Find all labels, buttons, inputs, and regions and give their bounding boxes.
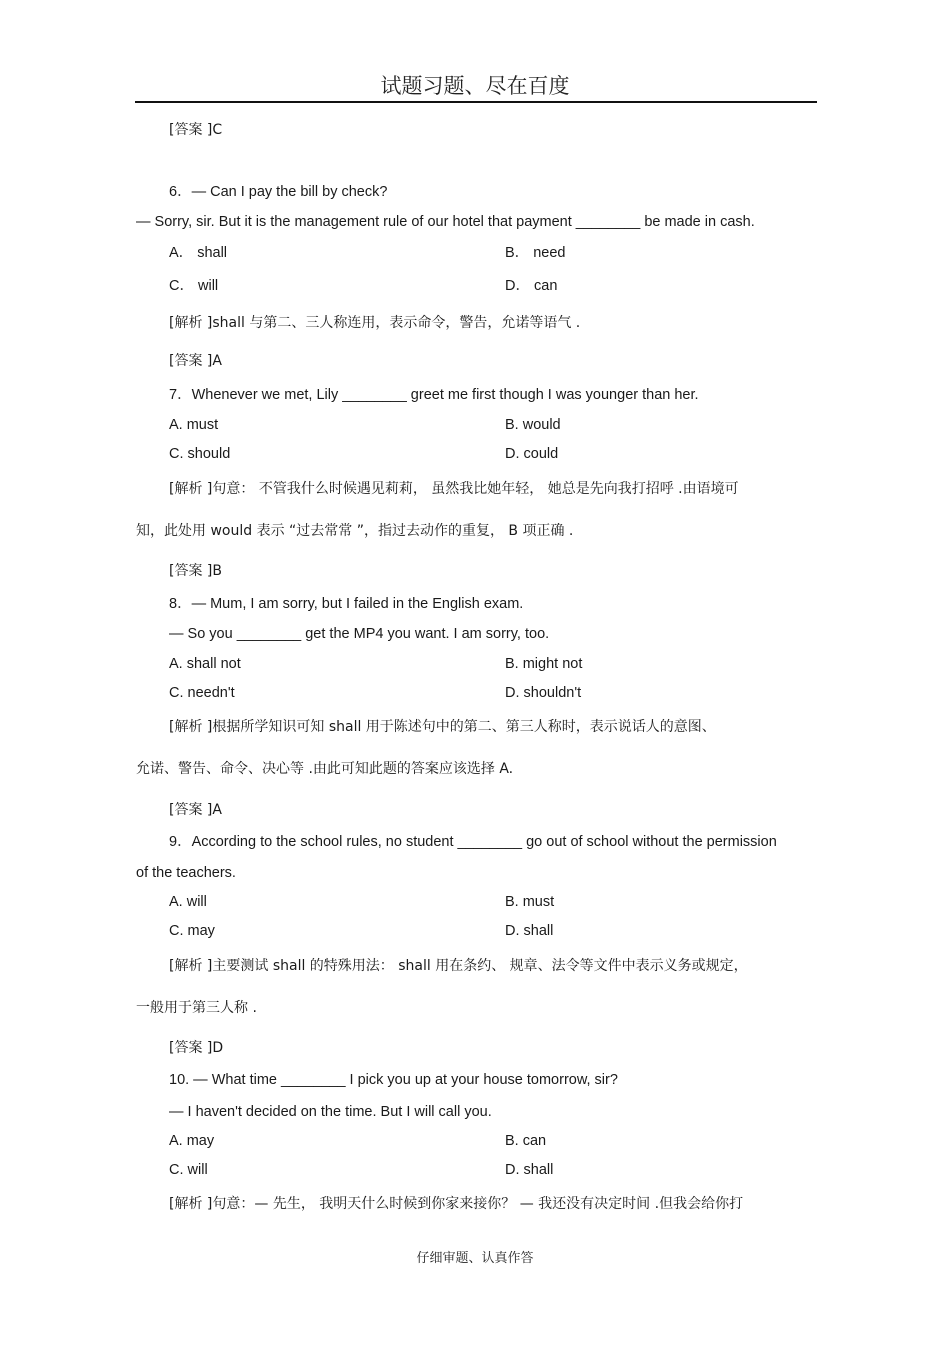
question-7-stem: 7．Whenever we met, Lily ________ greet me first though I was younger than her. — [169, 387, 699, 403]
page-header-title: 试题习题、尽在百度 — [380, 74, 570, 98]
option-c: C. will — [169, 1162, 208, 1178]
option-d: D. could — [505, 446, 559, 462]
question-9-stem: 9．According to the school rules, no student ________ go out of school without the permission — [169, 834, 777, 850]
explanation-line: [解析 ]主要测试 shall 的特殊用法： shall 用在条约、 规章、法令等文件中表示义务或规定， — [169, 958, 748, 974]
option-c: C. needn't — [169, 685, 235, 701]
question-8-stem: 8．— Mum, I am sorry, but I failed in the English exam. — [169, 596, 524, 612]
option-b: B． need — [505, 245, 566, 261]
header-rule — [135, 101, 817, 103]
question-6-stem: 6．— Can I pay the bill by check? — [169, 184, 388, 200]
explanation-line: 一般用于第三人称 . — [136, 1000, 257, 1016]
explanation-line: [解析 ]句意： 不管我什么时候遇见莉莉， 虽然我比她年轻， 她总是先向我打招呼 .由语境可 — [169, 481, 739, 497]
answer-line: [答案 ]A — [169, 353, 222, 369]
question-6-reply: — Sorry, sir. But it is the management rule of our hotel that payment ________ be made in cash. — [136, 214, 755, 230]
option-c: C. may — [169, 923, 215, 939]
question-10-stem: 10. — What time ________ I pick you up at your house tomorrow, sir? — [169, 1072, 618, 1088]
question-9-stem-cont: of the teachers. — [136, 865, 236, 881]
option-d: D． can — [505, 278, 558, 294]
option-b: B. would — [505, 417, 561, 433]
question-8-reply: — So you ________ get the MP4 you want. I am sorry, too. — [169, 626, 550, 642]
option-a: A. must — [169, 417, 219, 433]
explanation-line: [解析 ]shall 与第二、三人称连用，表示命令，警告，允诺等语气 . — [169, 315, 581, 331]
option-c: C． will — [169, 278, 219, 294]
explanation-line: 允诺、警告、命令、决心等 .由此可知此题的答案应该选择 A. — [136, 761, 514, 777]
option-d: D. shouldn't — [505, 685, 582, 701]
explanation-line: [解析 ]句意：— 先生， 我明天什么时候到你家来接你？ — 我还没有决定时间 .但我会给你打 — [169, 1196, 744, 1212]
option-d: D. shall — [505, 1162, 554, 1178]
option-a: A． shall — [169, 245, 228, 261]
page-footer: 仔细审题、认真作答 — [416, 1251, 534, 1266]
option-b: B. might not — [505, 656, 583, 672]
answer-line: [答案 ]C — [169, 122, 223, 138]
option-d: D. shall — [505, 923, 554, 939]
option-a: A. will — [169, 894, 207, 910]
answer-line: [答案 ]D — [169, 1040, 224, 1056]
option-a: A. may — [169, 1133, 215, 1149]
answer-line: [答案 ]A — [169, 802, 222, 818]
explanation-line: [解析 ]根据所学知识可知 shall 用于陈述句中的第二、第三人称时，表示说话人的意图、 — [169, 719, 716, 735]
option-a: A. shall not — [169, 656, 241, 672]
option-c: C. should — [169, 446, 231, 462]
explanation-line: 知，此处用 would 表示 “过去常常 ”，指过去动作的重复， B 项正确 . — [136, 523, 574, 539]
answer-line: [答案 ]B — [169, 563, 222, 579]
question-10-reply: — I haven't decided on the time. But I will call you. — [169, 1104, 492, 1120]
option-b: B. can — [505, 1133, 547, 1149]
option-b: B. must — [505, 894, 555, 910]
